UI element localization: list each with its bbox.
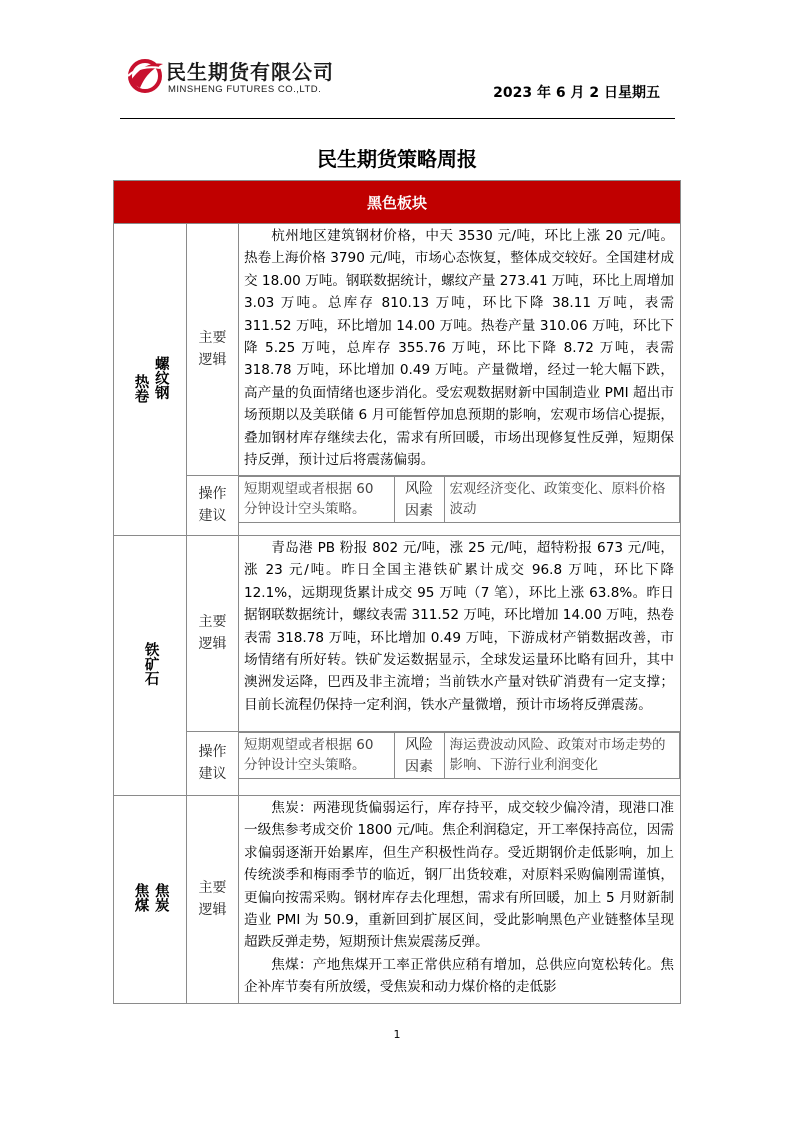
operation-text: 短期观望或者根据 60 分钟设计空头策略。 <box>239 733 394 779</box>
category-label: 螺纹钢 <box>152 355 169 400</box>
report-title: 民生期货策略周报 <box>317 147 477 171</box>
risk-label: 风险因素 <box>394 733 444 779</box>
coke-paragraph: 焦炭：两港现货偏弱运行，库存持平，成交较少偏冷清，现港口准一级焦参考成交价 1800 元/吨。焦企利润稳定，开工率保持高位，因需求偏弱逐渐开始累库，但生产积极性尚存。受近期钢价走低影响，加上传统淡季和梅雨季节的临近，钢厂出货较难，对原料采购偏刚需谨慎，更偏向按需采购。钢材库存去化理想，需求有所回暖，加上 5 月财新制造业 PMI 为 50.9，重新回到扩展区间，受此影响黑色产业链整体呈现超跌反弹走势，短期预计焦炭震荡反弹。 <box>244 800 674 951</box>
risk-text: 海运费波动风险、政策对市场走势的影响、下游行业利润变化 <box>444 733 680 779</box>
category-label: 焦炭 <box>152 883 169 912</box>
operation-label: 操作建议 <box>187 476 239 536</box>
operation-label: 操作建议 <box>187 732 239 796</box>
section-header: 黑色板块 <box>114 181 681 224</box>
operation-text: 短期观望或者根据 60 分钟设计空头策略。 <box>239 477 394 523</box>
strategy-table <box>113 180 681 1004</box>
report-date: 2023 年 6 月 2 日星期五 <box>493 85 660 101</box>
risk-text: 宏观经济变化、政策变化、原料价格波动 <box>444 477 680 523</box>
category-iron-ore <box>114 536 187 796</box>
category-coke-coal <box>114 796 187 1004</box>
main-logic-label: 主要逻辑 <box>187 536 239 732</box>
header-divider <box>120 118 675 119</box>
page-number: 1 <box>393 1028 401 1041</box>
category-label: 铁矿石 <box>142 641 159 686</box>
operation-risk-cell <box>239 732 681 796</box>
category-label: 热卷 <box>132 374 149 403</box>
main-logic-text: 青岛港 PB 粉报 802 元/吨，涨 25 元/吨，超特粉报 673 元/吨，涨 23 元/吨。昨日全国主港铁矿累计成交 96.8 万吨，环比下降 12.1%，远期现货累计成交 95 万吨（7 笔），环比上涨 63.8%。昨日据钢联数据统计，螺纹表需 311.52 万吨，环比增加 14.00 万吨，热卷表需 318.78 万吨，环比增加 0.49 万吨，下游成材产销数据改善，市场情绪有所好转。铁矿发运数据显示，全球发运量环比略有回升，其中澳洲发运降，巴西及非主流增；当前铁水产量对铁矿消费有一定支撑；目前长流程仍保持一定利润，铁水产量微增，预计市场将反弹震荡。 <box>239 536 681 732</box>
main-logic-label: 主要逻辑 <box>187 796 239 1004</box>
coking-coal-paragraph: 焦煤：产地焦煤开工率正常供应稍有增加，总供应向宽松转化。焦企补库节奏有所放缓，受焦炭和动力煤价格的走低影 <box>244 956 674 996</box>
company-name-en: MINSHENG FUTURES CO.,LTD. <box>168 84 322 95</box>
main-logic-label: 主要逻辑 <box>187 224 239 476</box>
category-label: 焦煤 <box>132 883 149 912</box>
risk-label: 风险因素 <box>394 477 444 523</box>
minsheng-logo-icon <box>126 58 164 94</box>
category-rebar-hrc <box>114 224 187 536</box>
company-name-cn: 民生期货有限公司 <box>166 60 334 84</box>
company-logo <box>126 56 366 100</box>
main-logic-text: 杭州地区建筑钢材价格，中天 3530 元/吨，环比上涨 20 元/吨。热卷上海价格 3790 元/吨，市场心态恢复，整体成交较好。全国建材成交 18.00 万吨。钢联数据统计，螺纹产量 273.41 万吨，环比上周增加 3.03 万吨。总库存 810.13 万吨，环比下降 38.11 万吨，表需 311.52 万吨，环比增加 14.00 万吨。热卷产量 310.06 万吨，环比下降 5.25 万吨，总库存 355.76 万吨，环比下降 8.72 万吨，表需 318.78 万吨，环比增加 0.49 万吨。产量微增，经过一轮大幅下跌，高产量的负面情绪也逐步消化。受宏观数据财新中国制造业 PMI 超出市场预期以及美联储 6 月可能暂停加息预期的影响，宏观市场信心提振，叠加钢材库存继续去化，需求有所回暖，市场出现修复性反弹，短期保持反弹，预计过后将震荡偏弱。 <box>239 224 681 476</box>
operation-risk-cell <box>239 476 681 536</box>
main-logic-text <box>239 796 681 1004</box>
